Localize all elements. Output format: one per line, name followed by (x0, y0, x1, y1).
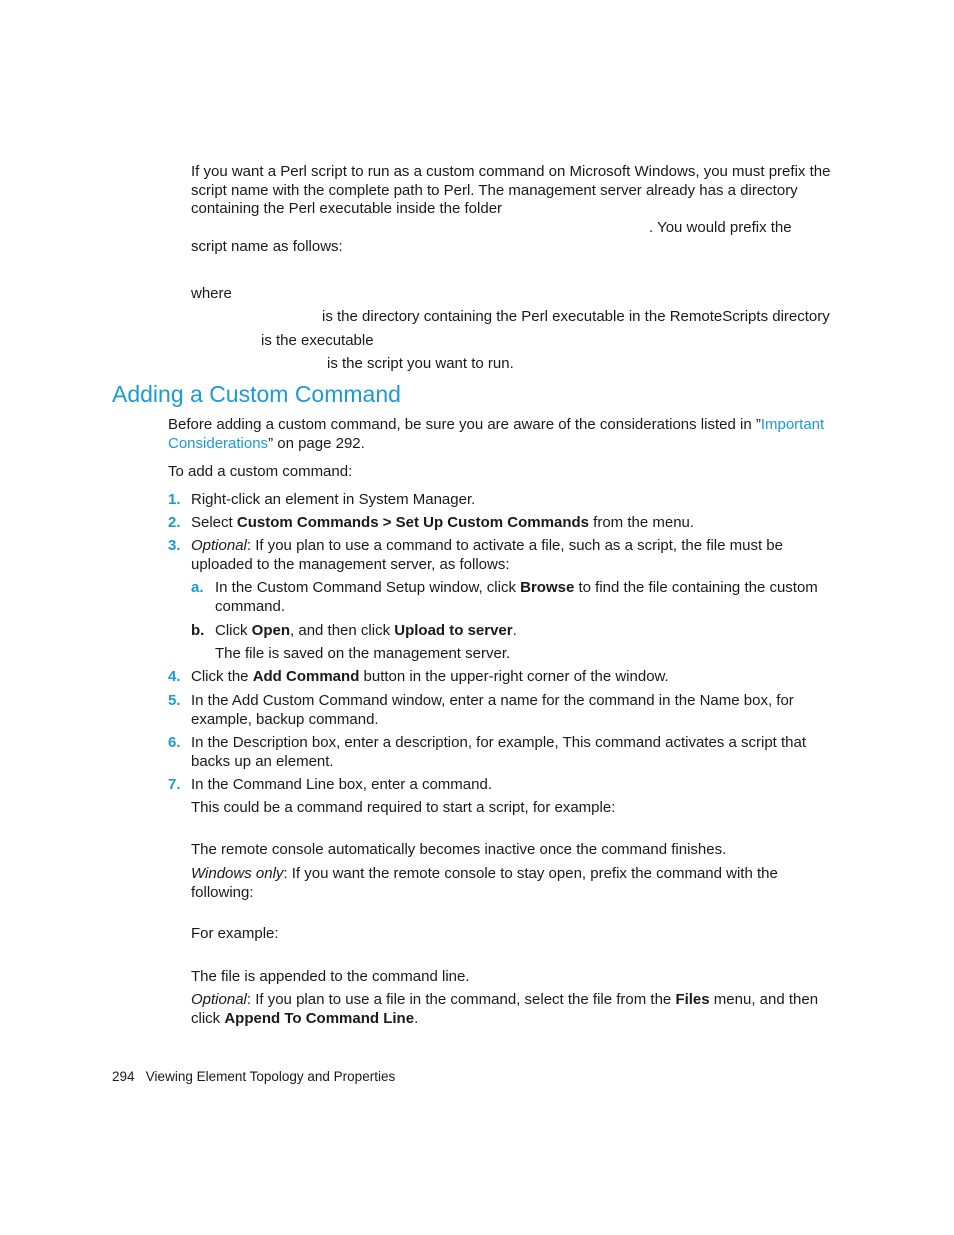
intro-text: Before adding a custom command, be sure you are aware of the considerations listed in ” (168, 416, 761, 433)
substep-note: The file is saved on the management server. (215, 645, 511, 662)
step-text-part: example, backup command. (191, 710, 379, 728)
page-number: 294 (112, 1069, 135, 1084)
step-text: In the Command Line box, enter a command. (191, 776, 492, 793)
substep-text (215, 579, 831, 616)
step-text (191, 734, 831, 771)
substep-text (215, 622, 831, 641)
step-text-part: to find the file containing the custom (574, 579, 818, 596)
intro-text: ” on page 292. (268, 434, 365, 452)
step-text-part: : If you want the remote console to stay open, prefix the command with the (283, 865, 778, 882)
step-text-part: In the Description box, enter a description, for example, This command activates a script that (191, 734, 807, 751)
step-text-part: . (414, 1009, 419, 1027)
step-paragraph (191, 865, 831, 902)
step-text-part: command. (215, 597, 286, 615)
step-text-part: from the menu. (589, 514, 695, 531)
perl-note-line: . You would prefix the (649, 219, 792, 236)
substep-label: a. (191, 579, 204, 596)
page-footer (112, 1068, 395, 1087)
open-label: Open (251, 622, 291, 639)
step-text-part: Click (215, 622, 252, 639)
perl-note (191, 163, 831, 219)
where-item-script: is the script you want to run. (327, 355, 514, 372)
step-number: 5. (168, 692, 181, 709)
step-text (191, 668, 831, 687)
step-number: 7. (168, 776, 181, 793)
where-item-dir: is the directory containing the Perl executable in the RemoteScripts directory (322, 308, 830, 325)
section-heading: Adding a Custom Command (112, 381, 401, 407)
step-paragraph (191, 991, 831, 1028)
step-text-part: , and then click (290, 622, 395, 639)
step-text-part: : If you plan to use a command to activate a file, such as a script, the file must be (246, 537, 783, 554)
section-intro (168, 416, 832, 453)
step-number: 2. (168, 514, 181, 531)
windows-only-label: Windows only (191, 865, 284, 882)
step-number: 6. (168, 734, 181, 751)
step-text: Right-click an element in System Manager. (191, 491, 476, 508)
browse-label: Browse (520, 579, 575, 596)
step-text-part: following: (191, 883, 254, 901)
add-command-label: Add Command (252, 668, 360, 685)
step-text-part: uploaded to the management server, as follows: (191, 555, 510, 573)
step-text (191, 692, 831, 729)
where-item-exe: is the executable (261, 332, 374, 349)
step-text-part: In the Custom Command Setup window, click (215, 579, 521, 596)
optional-label: Optional (191, 991, 247, 1008)
important-considerations-link[interactable]: Important (760, 416, 825, 433)
step-paragraph: The remote console automatically becomes inactive once the command finishes. (191, 841, 727, 858)
step-text-part: menu, and then (709, 991, 819, 1008)
important-considerations-link[interactable]: Considerations (168, 434, 269, 452)
step-text-part: Click the (191, 668, 253, 685)
menu-path: Custom Commands > Set Up Custom Commands (236, 514, 589, 531)
step-text-part: Select (191, 514, 237, 531)
step-text-part: button in the upper-right corner of the window. (359, 668, 669, 685)
step-paragraph: For example: (191, 925, 279, 942)
step-number: 3. (168, 537, 181, 554)
step-text-part: click (191, 1009, 225, 1027)
upload-label: Upload to server (394, 622, 513, 639)
step-number: 1. (168, 491, 181, 508)
perl-note-line: If you want a Perl script to run as a custom command on Microsoft Windows, you must prefix the (191, 163, 831, 180)
where-label: where (191, 285, 232, 302)
step-text-part: : If you plan to use a file in the command, select the file from the (246, 991, 676, 1008)
perl-note-line: script name with the complete path to Perl. The management server already has a directory (191, 181, 798, 199)
step-number: 4. (168, 668, 181, 685)
step-text-part: . (512, 622, 517, 639)
step-text-part: backs up an element. (191, 752, 334, 770)
optional-label: Optional (191, 537, 247, 554)
perl-note-line: script name as follows: (191, 238, 343, 255)
substep-label: b. (191, 622, 205, 639)
files-menu-label: Files (675, 991, 710, 1008)
perl-note-line: containing the Perl executable inside the folder (191, 200, 503, 217)
footer-title: Viewing Element Topology and Properties (145, 1069, 396, 1084)
step-text (191, 537, 831, 574)
step-paragraph: The file is appended to the command line. (191, 968, 470, 985)
step-text (191, 514, 831, 533)
to-add-text: To add a custom command: (168, 463, 353, 480)
step-paragraph: This could be a command required to start a script, for example: (191, 799, 616, 816)
step-text-part: In the Add Custom Command window, enter a name for the command in the Name box, for (191, 692, 794, 709)
append-label: Append To Command Line (224, 1009, 415, 1027)
